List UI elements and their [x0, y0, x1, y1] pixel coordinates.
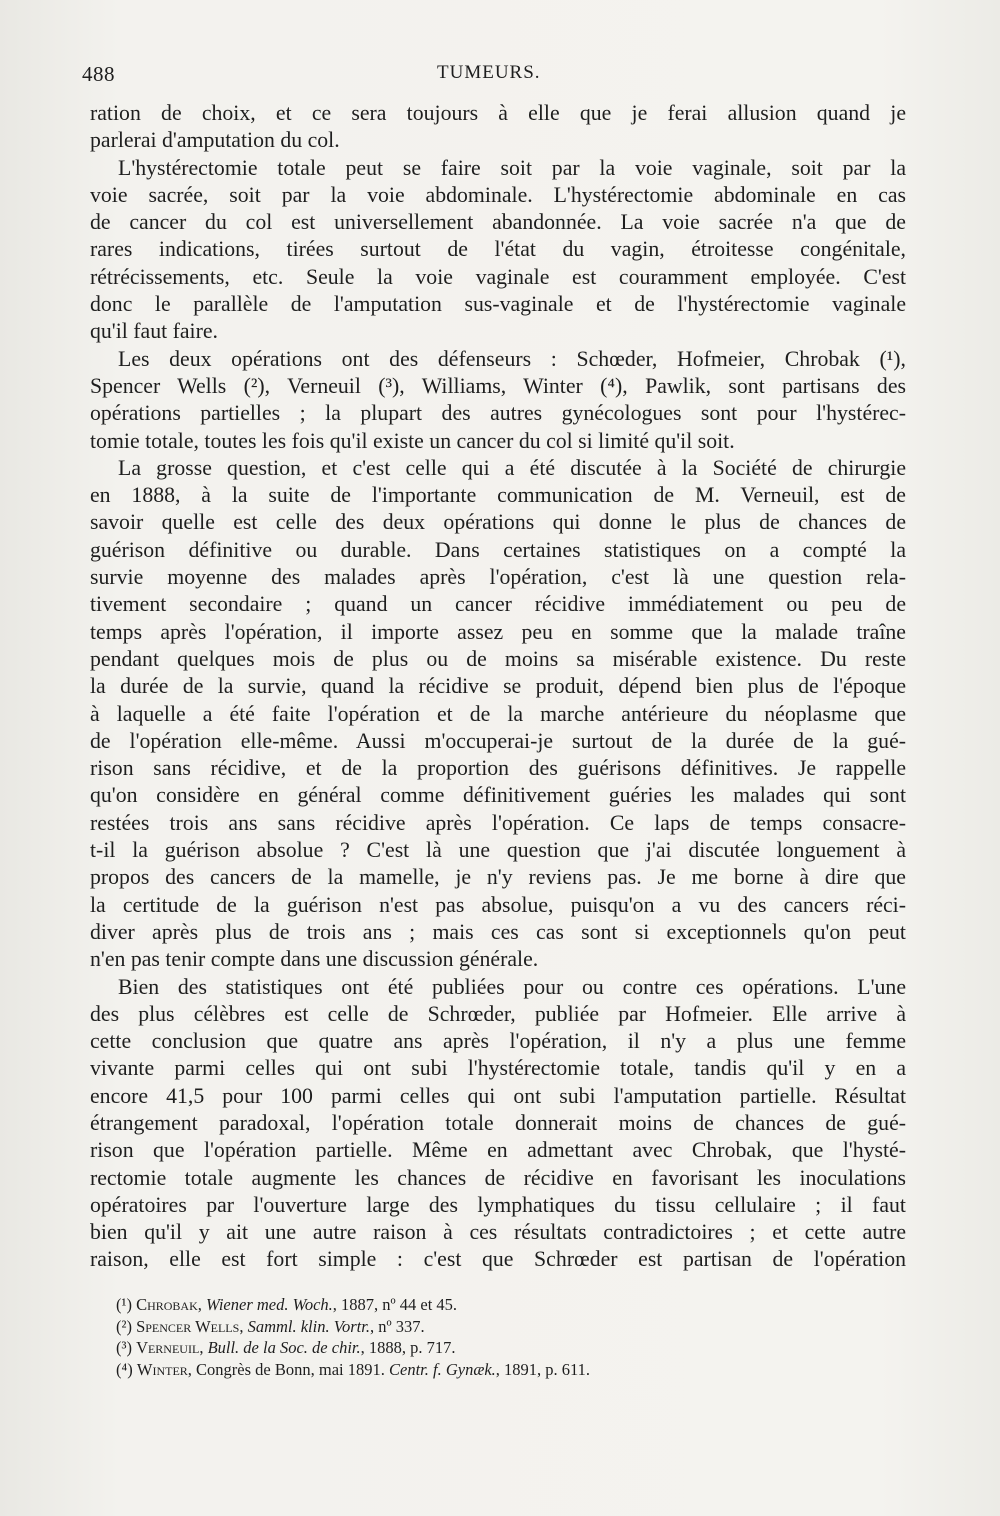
footnote — [116, 1337, 876, 1359]
text-line: diver après plus de trois ans ; mais ces cas sont si exceptionnels qu'on peut — [90, 919, 906, 944]
footnote — [116, 1359, 876, 1381]
text-line: voie sacrée, soit par la voie abdominale. L'hystérectomie abdominale en cas — [90, 182, 906, 207]
footnote-reference: , 1887, nº 44 et 45. — [332, 1295, 458, 1314]
text-line: de l'opération elle-même. Aussi m'occuperai-je surtout de la durée de la gué- — [90, 728, 906, 753]
text-line: survie moyenne des malades après l'opération, c'est là une question rela- — [90, 565, 906, 590]
text-line: t-il la guérison absolue ? C'est là une question que j'ai discutée longuement à — [90, 838, 906, 863]
footnote-author: Spencer Wells — [136, 1316, 240, 1336]
footnote-marker: (¹) — [116, 1295, 132, 1314]
footnote-reference: , 1888, p. 717. — [360, 1338, 456, 1357]
text-line: la certitude de la guérison n'est pas absolue, puisqu'on a vu des cancers réci- — [90, 892, 906, 917]
text-line: Les deux opérations ont des défenseurs : Schœder, Hofmeier, Chrobak (¹), — [118, 346, 906, 371]
footnote-author: Chrobak — [136, 1295, 198, 1314]
footnote-reference: , nº 337. — [369, 1316, 425, 1336]
text-line: de cancer du col est universellement abandonnée. La voie sacrée n'a que de — [90, 210, 906, 235]
text-line: parlerai d'amputation du col. — [90, 128, 340, 153]
text-line: donc le parallèle de l'amputation sus-vaginale et de l'hystérectomie vaginale — [90, 292, 906, 317]
text-line: vivante parmi celles qui ont subi l'hystérectomie totale, tandis qu'il y en a — [90, 1056, 906, 1081]
text-line: cette conclusion que quatre ans après l'opération, il n'y a plus une femme — [90, 1029, 906, 1054]
footnote-marker: (⁴) — [116, 1359, 133, 1379]
text-line: ration de choix, et ce sera toujours à elle que je ferai allusion quand je — [90, 101, 906, 125]
footnote — [116, 1316, 876, 1338]
footnote-text: , — [199, 1338, 208, 1357]
footnote-text: , Congrès de Bonn, mai 1891. — [187, 1359, 389, 1379]
text-line: étrangement paradoxal, l'opération totale donnerait moins de chances de gué- — [90, 1110, 906, 1135]
footnote — [116, 1294, 876, 1316]
text-line: en 1888, à la suite de l'importante communication de M. Verneuil, est de — [90, 483, 906, 508]
text-line: temps après l'opération, il importe assez peu en somme que la malade traîne — [90, 619, 906, 644]
footnote-journal: Centr. f. Gynæk. — [388, 1359, 496, 1379]
text-line: savoir quelle est celle des deux opérations qui donne le plus de chances de — [90, 510, 906, 535]
text-line: L'hystérectomie totale peut se faire soit par la voie vaginale, soit par la — [118, 155, 906, 180]
text-line: tivement secondaire ; quand un cancer récidive immédiatement ou peu de — [90, 592, 906, 617]
text-line: qu'on considère en général comme définitivement guéries les malades qui sont — [90, 783, 906, 808]
text-line: La grosse question, et c'est celle qui a été discutée à la Société de chirurgie — [118, 455, 906, 480]
text-line: rétrécissements, etc. Seule la voie vaginale est couramment employée. C'est — [90, 264, 906, 289]
text-line: propos des cancers de la mamelle, je n'y reviens pas. Je me borne à dire que — [90, 865, 906, 890]
footnote-text: , — [197, 1295, 206, 1314]
footnote-author: Verneuil — [136, 1338, 200, 1357]
text-line: rison sans récidive, et de la proportion des guérisons définitives. Je rappelle — [90, 756, 906, 781]
text-line: à laquelle a été faite l'opération et de la marche antérieure du néoplasme que — [90, 701, 906, 726]
text-line: opératoires par l'ouverture large des lymphatiques du tissu cellulaire ; il faut — [90, 1192, 906, 1217]
page-header — [82, 62, 902, 92]
footnote-marker: (²) — [116, 1316, 132, 1336]
text-line: des plus célèbres est celle de Schrœder, publiée par Hofmeier. Elle arrive à — [90, 1001, 906, 1026]
running-head: TUMEURS. — [437, 62, 541, 83]
text-line: encore 41,5 pour 100 parmi celles qui ont subi l'amputation partielle. Résultat — [90, 1083, 906, 1108]
footnote-author: Winter — [136, 1359, 188, 1379]
text-line: tomie totale, toutes les fois qu'il existe un cancer du col si limité qu'il soit. — [90, 428, 735, 453]
text-line: pendant quelques mois de plus ou de moins sa misérable existence. Du reste — [90, 646, 906, 671]
text-line: la durée de la survie, quand la récidive se produit, dépend bien plus de l'époque — [90, 674, 906, 699]
text-line: rares indications, tirées surtout de l'état du vagin, étroitesse congénitale, — [90, 237, 906, 262]
footnotes — [116, 1294, 876, 1380]
text-line: Bien des statistiques ont été publiées pour ou contre ces opérations. L'une — [118, 974, 906, 999]
footnote-journal: Bull. de la Soc. de chir. — [207, 1338, 361, 1357]
footnote-journal: Samml. klin. Vortr. — [247, 1316, 370, 1336]
footnote-marker: (³) — [116, 1338, 132, 1357]
text-line: restées trois ans sans récidive après l'opération. Ce laps de temps consacre- — [90, 810, 906, 835]
text-line: bien qu'il y ait une autre raison à ces résultats contradictoires ; et cette autre — [90, 1220, 906, 1245]
footnote-reference: , 1891, p. 611. — [495, 1359, 591, 1379]
text-line: guérison définitive ou durable. Dans certaines statistiques on a compté la — [90, 537, 906, 562]
footnote-text: , — [239, 1316, 248, 1336]
page-number: 488 — [82, 62, 115, 86]
text-line: opérations partielles ; la plupart des autres gynécologues sont pour l'hystérec- — [90, 401, 906, 426]
text-line: rison que l'opération partielle. Même en admettant avec Chrobak, que l'hysté- — [90, 1138, 906, 1163]
text-line: rectomie totale augmente les chances de récidive en favorisant les inoculations — [90, 1165, 906, 1190]
text-line: qu'il faut faire. — [90, 319, 218, 344]
text-line: n'en pas tenir compte dans une discussion générale. — [90, 947, 539, 972]
footnote-journal: Wiener med. Woch. — [206, 1295, 333, 1314]
body-text — [90, 100, 906, 1274]
text-line: Spencer Wells (²), Verneuil (³), Williams, Winter (⁴), Pawlik, sont partisans des — [90, 373, 906, 398]
text-line: raison, elle est fort simple : c'est que Schrœder est partisan de l'opération — [90, 1247, 906, 1272]
